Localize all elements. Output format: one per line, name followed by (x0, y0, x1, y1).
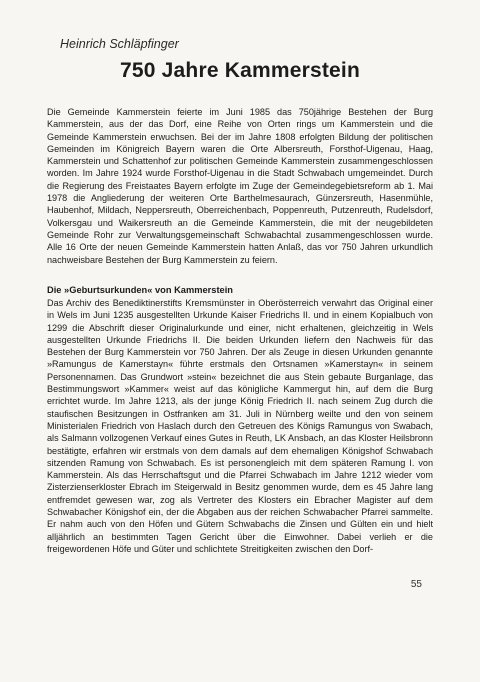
section-text: Das Archiv des Benediktinerstifts Kremsmünster in Oberösterreich verwahrt das Original einer in Wels im Juni 1235 ausgestellten Urkunde Kaiser Friedrichs II. und in einem Kopialbuch von 1299 die Abschrift dieser Originalurkunde und einer, nicht erhaltenen, gleichzeitig in Wels ausgestellten Urkunde Friedrichs II. Die beiden Urkunden liefern den Nachweis für das Bestehen der Burg Kammerstein vor 750 Jahren. Der als Zeuge in diesen Urkunden genannte »Ramungus de Kamerstayn« führte erstmals den Ortsnamen »Kamerstayn« in seinem Personennamen. Das Grundwort »stein« bezeichnet die aus Stein gebaute Burganlage, das Bestimmungswort »Kammer« weist auf das königliche Kammergut hin, auf dem die Burg errichtet wurde. Im Jahre 1213, als der junge König Friedrich II. nach seinem Zug durch die staufischen Besitzungen in Ostfranken am 31. Juli in Nürnberg weilte und den von seinem Ministerialen Friedrich von Haslach durch den Getreuen des Königs Ramungus von Swabach, als Salmann vollzogenen Verkauf eines Gutes in Reuth, LK Ansbach, an das Kloster Heilsbronn bestätigte, erfahren wir erstmals von dem damals auf dem ehemaligen Königshof Schwabach sitzenden Ramung von Schwabach. Es ist personengleich mit dem späteren Ramung I. von Kammerstein. Als das Herrschaftsgut und die Pfarrei Schwabach im Jahre 1212 wieder vom Zisterzienserkloster Ebrach im Steigerwald in Besitz genommen wurde, dem es 45 Jahre lang entfremdet gewesen war, zog als Vertreter des Klosters ein Ebracher Magister auf dem Schwabacher Königshof ein, der die Abgaben aus der reichen Schwabacher Pfarrei sammelte. Er nahm auch von den Höfen und Gütern Schwabachs die Zinsen und Gülten ein und hielt alljährlich an bestimmten Tagen Gericht über die Einwohner. Dabei verlieh er die freigewordenen Höfe und Güter und schlichtete Streitigkeiten zwischen den Dorf- (47, 298, 433, 554)
page-number: 55 (410, 579, 422, 590)
section-heading: Die »Geburtsurkunden« von Kammerstein (47, 285, 233, 295)
section-body (47, 297, 433, 555)
intro-text: Die Gemeinde Kammerstein feierte im Juni 1985 das 750jährige Bestehen der Burg Kammerstein, aus der das Dorf, eine Reihe von Orten rings um Kammerstein und die Gemeinde Kammerstein erwuchsen. Bei der im Jahre 1808 erfolgten Bildung der politischen Gemeinden im Königreich Bayern waren die Orte Albersreuth, Forsthof-Uigenau, Haag, Kammerstein und Schattenhof zur politischen Gemeinde Kammerstein zusammengeschlossen worden. Im Jahre 1924 wurde Forsthof-Uigenau in die Stadt Schwabach umgemeindet. Durch die Regierung des Freistaates Bayern erfolgte im Zuge der Gemeindegebietsreform ab 1. Mai 1978 die Angliederung der weiteren Orte Barthelmesaurach, Günzersreuth, Hasenmühle, Haubenhof, Mildach, Neppersreuth, Oberreichenbach, Poppenreuth, Putzenreuth, Rudelsdorf, Volkersgau und Waikersreuth an die Gemeinde Kammerstein, die mit der neugebildeten Gemeinde Rohr zur Verwaltungsgemeinschaft Schwabachtal zusammengeschlossen wurde. Alle 16 Orte der neuen Gemeinde Kammerstein hatten Anlaß, das vor 750 Jahren urkundlich nachweisbare Bestehen der Burg Kammerstein zu feiern. (47, 107, 433, 265)
article-title: 750 Jahre Kammerstein (120, 59, 360, 82)
intro-paragraph (47, 106, 433, 266)
author-name: Heinrich Schläpfinger (60, 37, 179, 51)
